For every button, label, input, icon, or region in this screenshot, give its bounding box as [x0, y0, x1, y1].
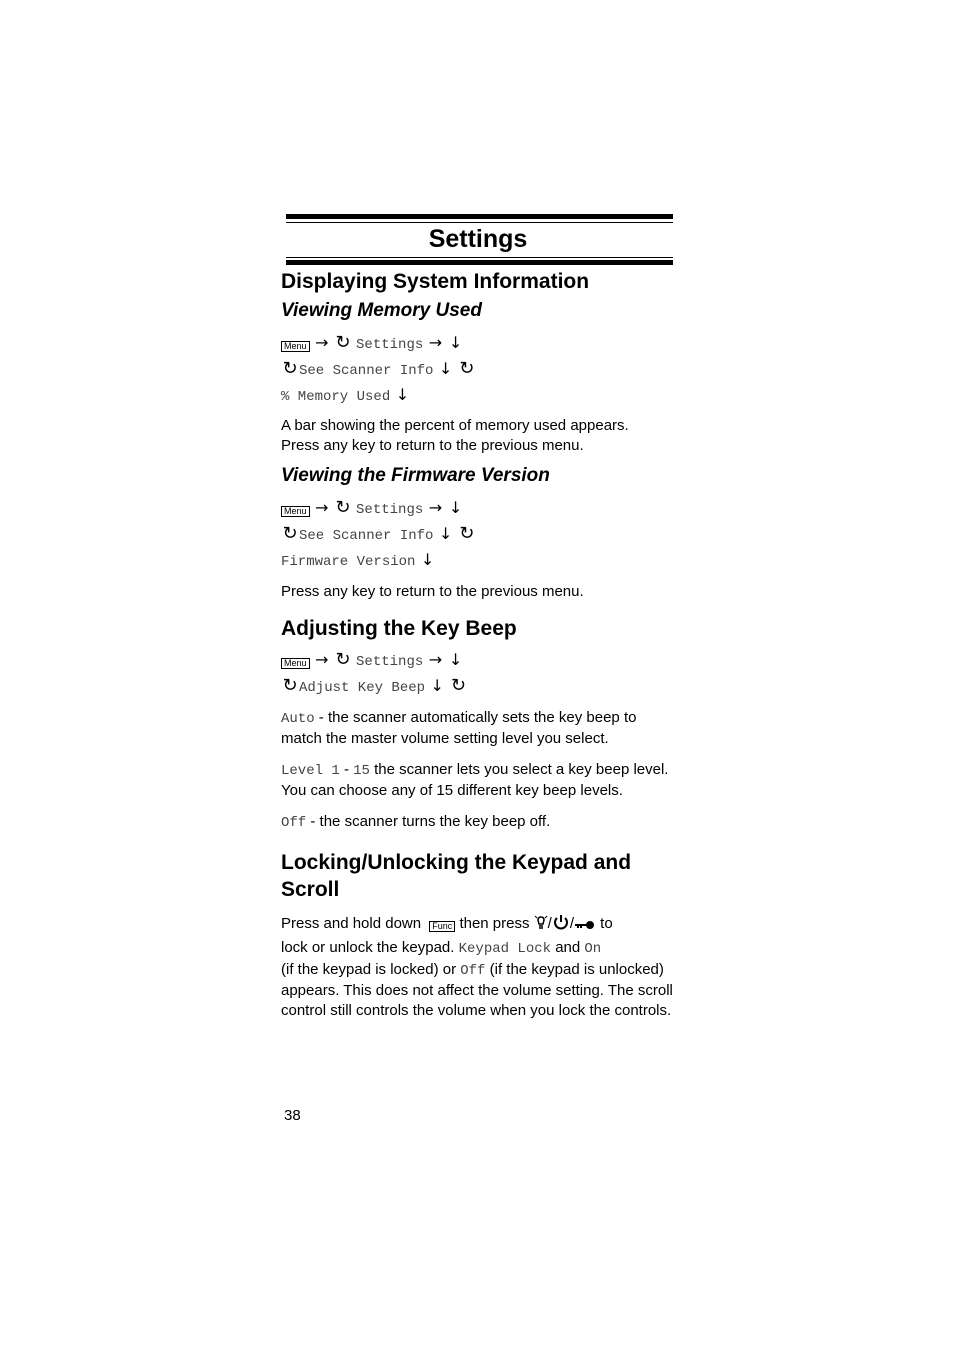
scroll-icon: ↻: [335, 332, 351, 353]
scroll-icon: ↻: [282, 674, 298, 696]
title-rule-top-thin: [286, 222, 673, 223]
arrow-down-icon: ↓: [430, 675, 444, 695]
off-code: Off: [460, 962, 486, 979]
power-icon: [552, 913, 570, 938]
arrow-down-icon: ↓: [438, 359, 453, 378]
section-heading-lock: [281, 849, 675, 903]
title-rule-bottom-thin: [286, 257, 673, 258]
key-beep-auto: [281, 708, 675, 749]
key-beep-level: [281, 760, 675, 801]
settings-label: Settings: [356, 502, 424, 518]
lock-text-1: Press and hold down: [281, 915, 426, 932]
key-beep-off: [281, 812, 675, 834]
scroll-icon: ↻: [282, 523, 298, 544]
lock-line-1: Press and hold down Func then press / / to: [281, 913, 675, 938]
arrow-down-icon: ↓: [448, 649, 463, 669]
firmware-body: Press any key to return to the previous menu.: [281, 583, 584, 600]
lock-text-6: (if the keypad is locked) or: [281, 960, 461, 978]
menu-key-icon: Menu: [281, 506, 310, 517]
lock-text-3: to: [596, 915, 613, 932]
lock-heading-line-2: Scroll: [281, 878, 340, 901]
menu-key-icon: Menu: [281, 658, 310, 669]
firmware-version-label: Firmware Version: [281, 554, 416, 570]
see-scanner-info-label: See Scanner Info: [299, 528, 434, 544]
func-key-icon: Func: [429, 921, 455, 932]
title-rule-bottom: [286, 260, 673, 265]
menu-sequence-firmware: [281, 496, 675, 574]
adjust-key-beep-label: Adjust Key Beep: [299, 679, 426, 696]
scroll-icon: ↻: [335, 497, 351, 518]
auto-text: - the scanner automatically sets the key beep to match the master volume setting level you select.: [281, 708, 637, 747]
arrow-right-icon: →: [428, 333, 443, 352]
arrow-right-icon: →: [314, 649, 329, 669]
keypad-lock-code: Keypad Lock: [458, 941, 552, 957]
level-text: the scanner lets you select a key beep level. You can choose any of 15 different key beep levels.: [281, 760, 669, 799]
on-code: On: [584, 941, 602, 957]
section-heading-key-beep: Adjusting the Key Beep: [281, 616, 517, 640]
level-code-2: 15: [353, 762, 370, 779]
lock-line-2: [281, 938, 675, 1020]
lock-text-7: (if the keypad is unlocked) appears. This does not affect the volume setting. The scroll control still controls the volume when you lock the controls.: [281, 960, 673, 1019]
key-lock-icon: [574, 916, 596, 938]
arrow-right-icon: →: [314, 498, 329, 517]
scroll-icon: ↻: [459, 358, 475, 379]
arrow-down-icon: ↓: [395, 385, 410, 404]
arrow-right-icon: →: [428, 498, 443, 517]
level-dash: -: [339, 760, 354, 778]
arrow-down-icon: ↓: [420, 550, 435, 569]
lock-text-2: then press: [455, 915, 534, 932]
arrow-down-icon: ↓: [448, 333, 463, 352]
title-rule-top: [286, 214, 673, 219]
menu-sequence-key-beep: [281, 648, 675, 700]
page-content: [281, 214, 675, 1020]
scroll-icon: ↻: [450, 674, 466, 696]
memory-body-1: A bar showing the percent of memory used appears.: [281, 417, 629, 434]
section-heading-system-info: Displaying System Information: [281, 270, 590, 293]
memory-used-label: % Memory Used: [281, 389, 391, 405]
scroll-icon: ↻: [335, 648, 351, 670]
arrow-down-icon: ↓: [438, 524, 453, 543]
lock-heading-line-1: Locking/Unlocking the Keypad and: [281, 851, 632, 874]
lock-text-4: lock or unlock the keypad.: [281, 939, 459, 956]
arrow-down-icon: ↓: [448, 498, 463, 517]
settings-label: Settings: [356, 653, 424, 670]
scroll-icon: ↻: [459, 523, 475, 544]
light-icon: [534, 915, 548, 938]
off-text: - the scanner turns the key beep off.: [306, 812, 551, 830]
see-scanner-info-label: See Scanner Info: [299, 363, 434, 379]
arrow-right-icon: →: [428, 649, 443, 669]
page-title: Settings: [428, 225, 528, 253]
auto-code: Auto: [281, 710, 315, 727]
off-code: Off: [281, 814, 307, 831]
menu-sequence-memory: [281, 331, 675, 409]
menu-key-icon: Menu: [281, 341, 310, 352]
lock-text-5: and: [551, 939, 585, 956]
subheading-memory-used: Viewing Memory Used: [281, 300, 482, 321]
settings-label: Settings: [356, 337, 424, 353]
scroll-icon: ↻: [282, 358, 298, 379]
memory-body-2: Press any key to return to the previous menu.: [281, 436, 584, 454]
subheading-firmware: Viewing the Firmware Version: [281, 465, 550, 486]
level-code-1: Level 1: [281, 762, 340, 779]
page-number: 38: [284, 1107, 301, 1124]
arrow-right-icon: →: [314, 333, 329, 352]
